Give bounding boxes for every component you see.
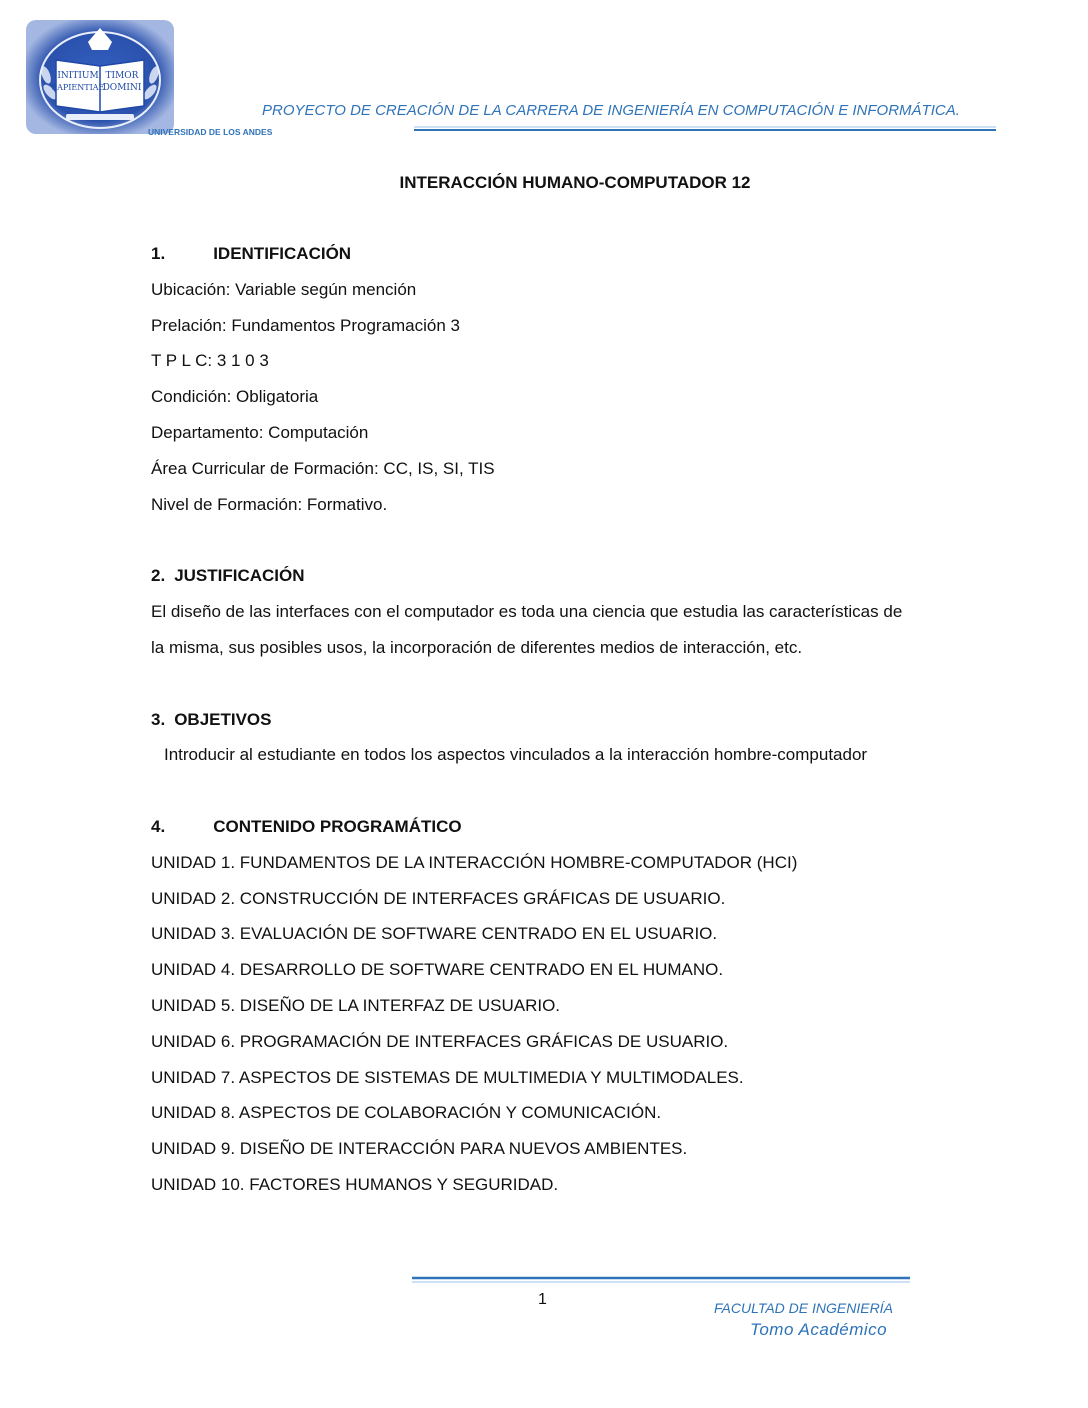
logo-motto-word: SAPIENTIAE	[51, 83, 105, 92]
unidad-item: UNIDAD 6. PROGRAMACIÓN DE INTERFACES GRÁFICAS DE USUARIO.	[151, 1032, 729, 1051]
section-title: CONTENIDO PROGRAMÁTICO	[213, 817, 462, 836]
header-project-title: PROYECTO DE CREACIÓN DE LA CARRERA DE INGENIERÍA EN COMPUTACIÓN E INFORMÁTICA.	[262, 102, 960, 119]
footer-divider	[412, 1275, 910, 1285]
section-title: JUSTIFICACIÓN	[174, 566, 305, 585]
unidad-item: UNIDAD 1. FUNDAMENTOS DE LA INTERACCIÓN HOMBRE-COMPUTADOR (HCI)	[151, 853, 798, 872]
university-name: UNIVERSIDAD DE LOS ANDES	[148, 127, 273, 137]
section-heading-objetivos	[151, 710, 272, 730]
section-heading-contenido	[151, 817, 462, 837]
unidad-item: UNIDAD 8. ASPECTOS DE COLABORACIÓN Y COMUNICACIÓN.	[151, 1103, 662, 1122]
page-number: 1	[538, 1291, 547, 1308]
unidad-item: UNIDAD 5. DISEÑO DE LA INTERFAZ DE USUARIO.	[151, 996, 561, 1015]
justificacion-paragraph-line: la misma, sus posibles usos, la incorporación de diferentes medios de interacción, etc.	[151, 638, 803, 657]
justificacion-paragraph-line: El diseño de las interfaces con el computador es toda una ciencia que estudia las características de	[151, 602, 903, 621]
identificacion-area-curricular: Área Curricular de Formación: CC, IS, SI, TIS	[151, 459, 495, 478]
section-title: IDENTIFICACIÓN	[213, 244, 352, 263]
university-seal-icon	[26, 20, 174, 134]
section-number: 3.	[151, 710, 166, 729]
logo-motto-word: INITIUM	[57, 71, 99, 81]
unidad-item: UNIDAD 7. ASPECTOS DE SISTEMAS DE MULTIMEDIA Y MULTIMODALES.	[151, 1068, 744, 1087]
identificacion-prelacion: Prelación: Fundamentos Programación 3	[151, 316, 460, 335]
identificacion-nivel: Nivel de Formación: Formativo.	[151, 495, 388, 514]
header-divider	[414, 124, 996, 134]
logo-motto-word: DOMINI	[102, 83, 142, 93]
unidad-item: UNIDAD 10. FACTORES HUMANOS Y SEGURIDAD.	[151, 1175, 559, 1194]
document-title: INTERACCIÓN HUMANO-COMPUTADOR 12	[399, 173, 751, 192]
unidad-item: UNIDAD 2. CONSTRUCCIÓN DE INTERFACES GRÁFICAS DE USUARIO.	[151, 889, 726, 908]
section-number: 4.	[151, 817, 166, 836]
identificacion-departamento: Departamento: Computación	[151, 423, 369, 442]
objetivos-line: Introducir al estudiante en todos los aspectos vinculados a la interacción hombre-computador	[164, 745, 868, 764]
identificacion-condicion: Condición: Obligatoria	[151, 387, 319, 406]
identificacion-ubicacion: Ubicación: Variable según mención	[151, 280, 417, 299]
unidad-item: UNIDAD 4. DESARROLLO DE SOFTWARE CENTRADO EN EL HUMANO.	[151, 960, 724, 979]
section-heading-justificacion	[151, 566, 305, 586]
section-title: OBJETIVOS	[174, 710, 272, 729]
unidad-item: UNIDAD 3. EVALUACIÓN DE SOFTWARE CENTRADO EN EL USUARIO.	[151, 924, 718, 943]
section-heading-identificacion	[151, 244, 351, 264]
footer-tomo: Tomo Académico	[750, 1320, 888, 1339]
logo-motto-word: TIMOR	[105, 71, 139, 81]
section-number: 1.	[151, 244, 166, 263]
section-number: 2.	[151, 566, 166, 585]
identificacion-tplc: T P L C: 3 1 0 3	[151, 351, 269, 370]
unidad-item: UNIDAD 9. DISEÑO DE INTERACCIÓN PARA NUEVOS AMBIENTES.	[151, 1139, 688, 1158]
footer-faculty: FACULTAD DE INGENIERÍA	[714, 1300, 893, 1316]
